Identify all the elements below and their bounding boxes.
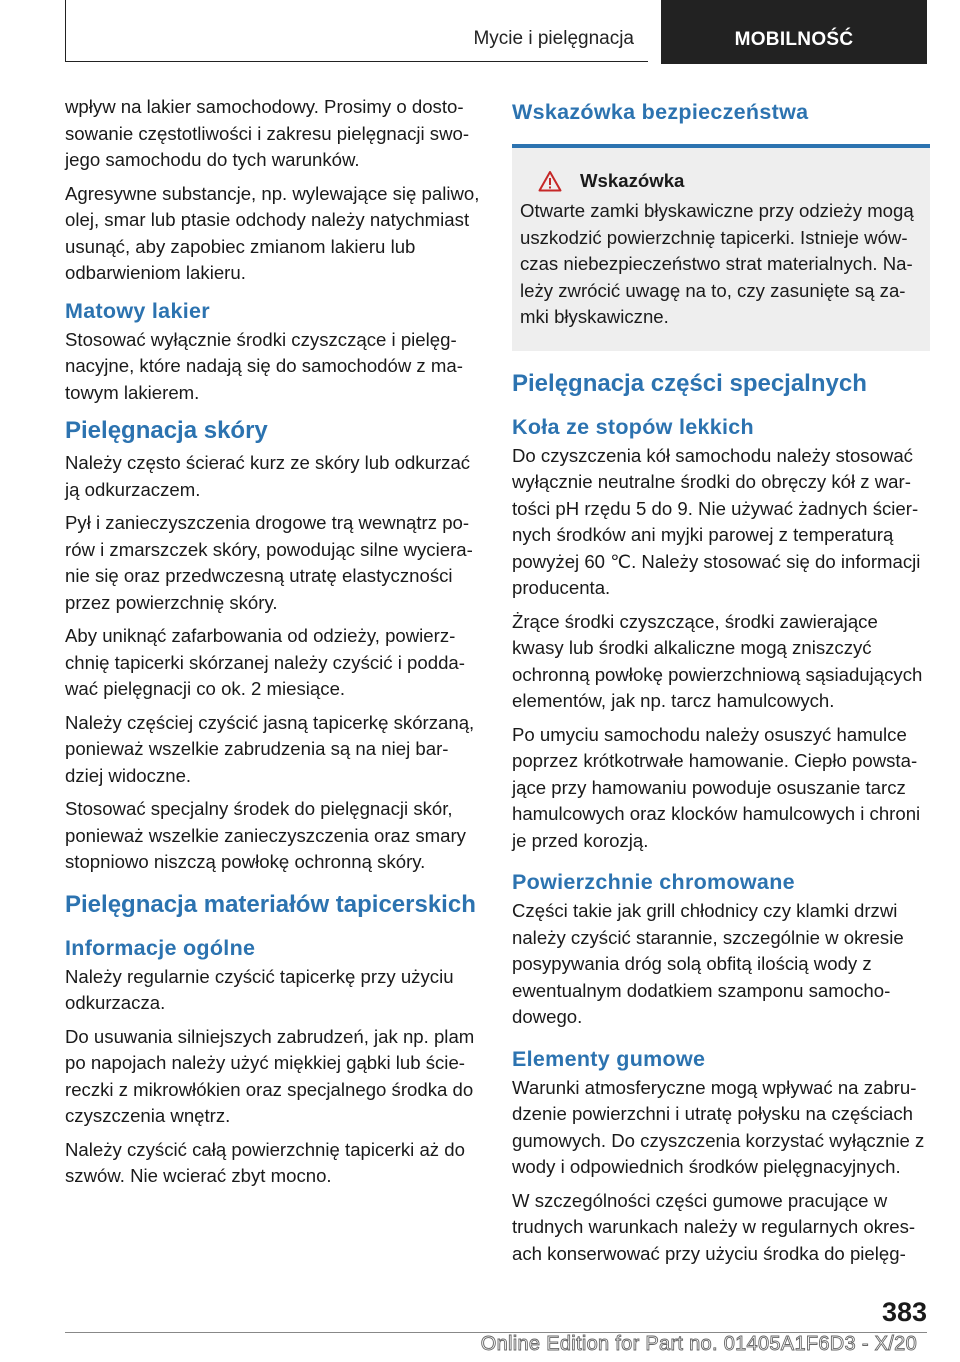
header-chapter-title: MOBILNOŚĆ [734,29,854,50]
paragraph: W szczególności części gumowe pracujące w trudnych warunkach należy w regularnych okresach konserwować przy użyciu środka do pielęg- [512,1189,916,1264]
paragraph: Do usuwania silniejszych zabrudzeń, jak np. plam po napojach należy użyć miękkiej gąbki lub ściereczki z mikrowłókien oraz specjalnego środka do czyszczenia wnętrz. [65,1025,475,1126]
paragraph: Stosować specjalny środek do pielęgnacji skór, ponieważ wszelkie zanieczyszczenia oraz smary stopniowo niszczą powłokę ochronną skóry. [65,798,466,872]
paragraph: Stosować wyłącznie środki czyszczące i pielęgnacyjne, które nadają się do samochodów z matowym lakierem. [65,328,463,403]
paragraph: Do czyszczenia kół samochodu należy stosować wyłącznie neutralne środki do obręczy kół z wartości pH rzędu 5 do 9. Nie używać żadnych ściernych środków ani myjki parowej z temperaturą powyżej 60 ℃. Należy stosować się do informacji producenta. [512,444,921,598]
paragraph: Części takie jak grill chłodnicy czy klamki drzwi należy czyścić starannie, szczególnie w okresie posypywania dróg solą obfitą ilością wody z ewentualnym dodatkiem szamponu samochodowego. [512,900,904,1027]
paragraph: Agresywne substancje, np. wylewające się paliwo, olej, smar lub ptasie odchody należy natychmiast usunąć, aby zapobiec zmianom lakieru lub odbarwieniom lakieru. [65,182,480,283]
page-number: 383 [881,1297,927,1327]
right-column [512,94,930,1274]
page-header [65,0,927,64]
paragraph: Po umyciu samochodu należy osuszyć hamulce poprzez krótkotrwałe hamowanie. Ciepło powstające przy hamowaniu powoduje osuszanie tarcz hamulcowych oraz klocków hamulcowych i chroni je przed korozją. [512,723,921,851]
heading-chrome-surfaces: Powierzchnie chromowane [512,870,795,894]
heading-alloy-wheels: Koła ze stopów lekkich [512,414,754,439]
left-column [65,94,480,1197]
note-header [520,170,922,192]
paragraph: Należy czyścić całą powierzchnię tapicerki aż do szwów. Nie wcierać zbyt mocno. [65,1138,465,1186]
paragraph: Należy często ścierać kurz ze skóry lub odkurzać ją odkurzaczem. [65,452,471,500]
header-section-box [65,0,648,62]
heading-safety-note: Wskazówka bezpieczeństwa [512,100,809,124]
warning-note-box [512,144,930,351]
paragraph: Pył i zanieczyszczenia drogowe trą wewnątrz porów i zmarszczek skóry, powodując silne wycieranie się oraz przedwczesną utratę elastyczności przez powierzchnię skóry. [65,512,473,613]
edition-label: Online Edition for Part no. 01405A1F6D3 - X/20 [480,1333,917,1355]
paragraph: Warunki atmosferyczne mogą wpływać na zabrudzenie powierzchni i utratę połysku na częściach gumowych. Do czyszczenia korzystać wyłącznie z wody i odpowiednich środków pielęgnacyjnych. [512,1076,925,1177]
heading-rubber-elements: Elementy gumowe [512,1046,706,1071]
heading-special-parts: Pielęgnacja części specjalnych [512,369,867,397]
paragraph: Należy regularnie czyścić tapicerkę przy użyciu odkurzacza. [65,965,454,1013]
heading-leather-care: Pielęgnacja skóry [65,417,268,444]
paragraph: wpływ na lakier samochodowy. Prosimy o dostosowanie częstotliwości i zakresu pielęgnacji swojego samochodu do tych warunków. [65,96,470,170]
heading-matt-paint: Matowy lakier [65,298,210,323]
heading-upholstery-care: Pielęgnacja materiałów tapicerskich [65,890,476,918]
note-title: Wskazówka [580,170,685,191]
paragraph: Należy częściej czyścić jasną tapicerkę skórzaną, ponieważ wszelkie zabrudzenia są na niej bardziej widoczne. [65,711,475,786]
header-section-title: Mycie i pielęgnacja [473,28,634,49]
paragraph: Żrące środki czyszczące, środki zawierające kwasy lub środki alkaliczne mogą zniszczyć ochronną powłokę powierzchniową sąsiadujących elementów, jak np. tarcz hamulcowych. [512,610,923,711]
note-text: Otwarte zamki błyskawiczne przy odzieży mogą uszkodzić powierzchnię tapicerki. Istnieje wówczas niebezpieczeństwo strat materialnych. Należy zwrócić uwagę na to, czy zasunięte są zamki błyskawiczne. [520,200,914,327]
paragraph: Aby uniknąć zafarbowania od odzieży, powierzchnię tapicerki skórzanej należy czyścić i poddawać pielęgnacji co ok. 2 miesiące. [65,625,465,699]
warning-triangle-icon [538,170,562,192]
header-chapter-tab [661,0,927,64]
heading-general-info: Informacje ogólne [65,935,256,960]
